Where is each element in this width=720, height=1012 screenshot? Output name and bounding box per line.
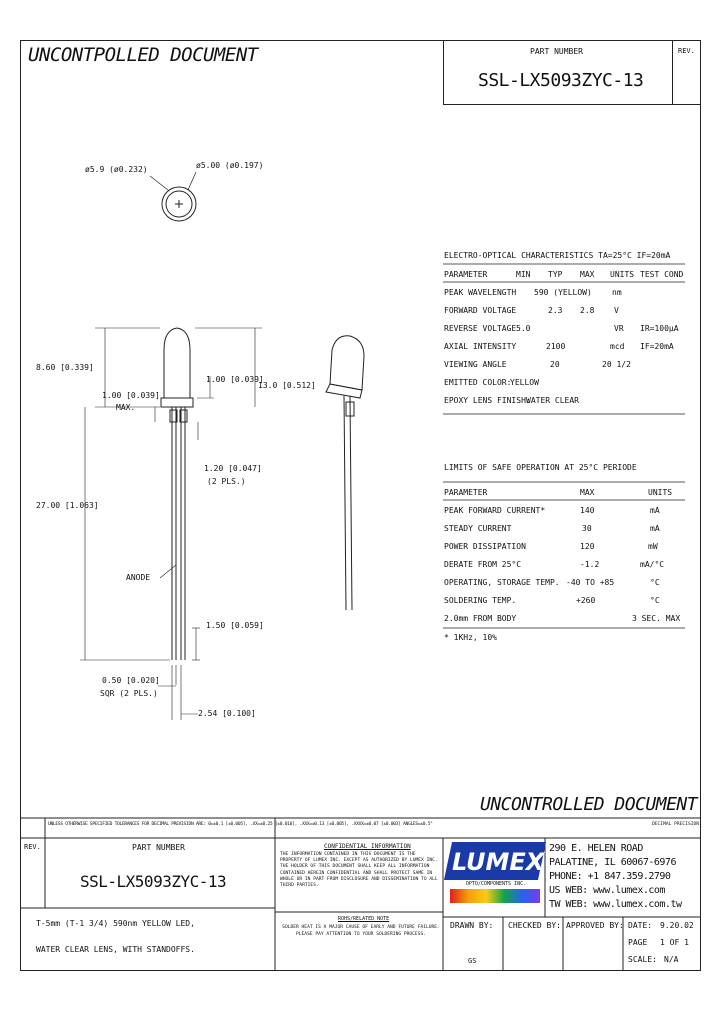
lumex-logo-text: LUMEX [452, 848, 545, 876]
limits-row [442, 592, 682, 610]
limits-cell: 2.0mm FROM BODY [444, 614, 517, 623]
limits-note: * 1KHz, 10% [444, 633, 497, 642]
eo-cell: WATER CLEAR [526, 396, 579, 405]
eo-cell: mcd [610, 342, 625, 351]
limits-cell: mA [650, 506, 660, 515]
part-number-title: SSL-LX5093ZYC-13 [478, 70, 644, 91]
eo-row [442, 284, 682, 302]
eo-title: ELECTRO-OPTICAL CHARACTERISTICS TA=25°C IF=20mA [444, 251, 671, 260]
date-label: DATE: [628, 921, 653, 930]
us-web: US WEB: www.lumex.com [549, 885, 665, 896]
limits-cell: -40 TO +85 [566, 578, 615, 587]
dim-100-max: 1.00 [0.039] [102, 391, 160, 400]
phone: PHONE: +1 847.359.2790 [549, 871, 671, 882]
eo-cell: 5.0 [516, 324, 531, 333]
eo-cell: YELLOW [510, 378, 539, 387]
dim-050: 0.50 [0.020] [102, 676, 160, 685]
dim-150: 1.50 [0.059] [206, 621, 264, 630]
limits-cell: -1.2 [580, 560, 600, 569]
confidential-text: THE INFORMATION CONTAINED IN THIS DOCUMENT IS THE PROPERTY OF LUMEX INC. EXCEPT AS AUTHORIZED BY LUMEX INC. THE HOLDER OF THIS DOCUMENT SHALL KEEP ALL INFORMATION CONTAINED HEREIN CONFIDENTIAL AND SHALL PROTECT SAME IN WHOLE OR IN PART FROM DISCLOSURE AND DISSEMINATION TO ALL THIRD PARTIES. [280, 852, 438, 889]
limits-cell: +260 [576, 596, 596, 605]
limits-cell: °C [650, 596, 660, 605]
eo-row [442, 338, 682, 356]
eo-row [442, 356, 682, 374]
eo-h-test: TEST COND [640, 270, 684, 279]
tolerance-note: UNLESS OTHERWISE SPECIFIED TOLERANCES FOR DECIMAL PREVISION ARE: 0=±0.1 [±0.005], .XX=±0.25 [±0.010], .XXX=±0.13 [±0.005], .XXXX=±0.07 [±0.003] ANGLES=±0.5° [48, 822, 433, 827]
approved-by-label: APPROVED BY: [566, 921, 624, 930]
limits-row [442, 538, 682, 556]
confidential-title: CONFIDENTIAL INFORMATION [324, 843, 411, 850]
eo-cell: 2.3 [548, 306, 563, 315]
limits-h-units: UNITS [648, 488, 673, 497]
eo-h-param: PARAMETER [444, 270, 488, 279]
address-line-1: 290 E. HELEN ROAD [549, 843, 643, 854]
limits-cell: mA/°C [640, 560, 665, 569]
limits-cell: mW [648, 542, 658, 551]
eo-h-units: UNITS [610, 270, 635, 279]
limits-cell: STEADY CURRENT [444, 524, 512, 533]
uncontrolled-stamp-top: UNCONTPOLLED DOCUMENT [28, 44, 258, 66]
tw-web: TW WEB: www.lumex.com.tw [549, 899, 682, 910]
limits-row [442, 574, 682, 592]
top-view-outer-dim: ø5.9 (ø0.232) [85, 165, 148, 174]
footer-rev-label: REV. [24, 843, 41, 851]
eo-cell: 2100 [546, 342, 566, 351]
dim-254: 2.54 [0.100] [198, 709, 256, 718]
limits-cell: POWER DISSIPATION [444, 542, 526, 551]
dim-100-top: 1.00 [0.039] [206, 375, 264, 384]
footer-part-number: SSL-LX5093ZYC-13 [80, 872, 227, 891]
eo-cell: PEAK WAVELENGTH [444, 288, 517, 297]
eo-cell: nm [612, 288, 622, 297]
eo-cell: 20 [550, 360, 560, 369]
eo-row [442, 392, 682, 410]
dim-sqr: SQR (2 PLS.) [100, 689, 158, 698]
scale-value: N/A [664, 955, 679, 964]
limits-cell: SOLDERING TEMP. [444, 596, 517, 605]
limits-cell: OPERATING, STORAGE TEMP. [444, 578, 560, 587]
lumex-logo-subtitle: OPTO/COMPONENTS INC. [465, 881, 527, 887]
limits-cell: 3 SEC. MAX [632, 614, 681, 623]
description-line-2: WATER CLEAR LENS, WITH STANDOFFS. [36, 945, 195, 954]
lumex-logo [448, 842, 545, 906]
eo-h-max: MAX [580, 270, 595, 279]
limits-cell: mA [650, 524, 660, 533]
limits-row [442, 556, 682, 574]
limits-row [442, 502, 682, 520]
address-line-2: PALATINE, IL 60067-6976 [549, 857, 676, 868]
drawn-by-value: GS [468, 957, 477, 965]
eo-cell: 590 (YELLOW) [534, 288, 592, 297]
eo-row [442, 374, 682, 392]
part-number-label: PART NUMBER [530, 47, 583, 56]
checked-by-label: CHECKED BY: [508, 921, 561, 930]
dim-860: 8.60 [0.339] [36, 363, 94, 372]
limits-row [442, 610, 682, 628]
rohs-title: ROHS/RELATED NOTE [338, 916, 390, 922]
drawn-by-label: DRAWN BY: [450, 921, 494, 930]
limits-h-max: MAX [580, 488, 595, 497]
top-view-inner-dim: ø5.00 (ø0.197) [196, 161, 264, 170]
rohs-text: SOLDER HEAT IS A MAJOR CAUSE OF EARLY AND FUTURE FAILURE. PLEASE PAY ATTENTION TO YOUR SOLDERING PROCESS. [282, 925, 440, 937]
limits-title: LIMITS OF SAFE OPERATION AT 25°C PERIODE [444, 463, 637, 472]
scale-label: SCALE: [628, 955, 657, 964]
eo-cell: FORWARD VOLTAGE [444, 306, 517, 315]
eo-cell: VR [614, 324, 624, 333]
eo-cell: AXIAL INTENSITY [444, 342, 517, 351]
eo-cell: V [614, 306, 619, 315]
date-value: 9.20.02 [660, 921, 694, 930]
limits-cell: DERATE FROM 25°C [444, 560, 522, 569]
eo-cell: 2.8 [580, 306, 595, 315]
limits-cell: 30 [582, 524, 592, 533]
dim-max-label: MAX. [116, 403, 136, 412]
eo-cell: REVERSE VOLTAGE [444, 324, 517, 333]
eo-cell: IR=100µA [640, 324, 679, 333]
limits-cell: 140 [580, 506, 595, 515]
dim-2700: 27.00 [1.063] [36, 501, 99, 510]
description-line-1: T-5mm (T-1 3/4) 590nm YELLOW LED, [36, 919, 195, 928]
uncontrolled-stamp-bottom: UNCONTROLLED DOCUMENT [480, 794, 698, 815]
eo-cell: IF=20mA [640, 342, 674, 351]
eo-row [442, 320, 682, 338]
eo-cell: EMITTED COLOR: [444, 378, 512, 387]
eo-h-min: MIN [516, 270, 531, 279]
dim-2-pls: (2 PLS.) [207, 477, 246, 486]
limits-cell: °C [650, 578, 660, 587]
eo-h-typ: TYP [548, 270, 563, 279]
eo-row [442, 302, 682, 320]
limits-cell: 120 [580, 542, 595, 551]
led-flange-front [161, 398, 193, 407]
led-lens-side [330, 336, 364, 390]
limits-cell: PEAK FORWARD CURRENT* [444, 506, 546, 515]
limits-h-param: PARAMETER [444, 488, 488, 497]
anode-label: ANODE [126, 573, 151, 582]
eo-cell: VIEWING ANGLE [444, 360, 507, 369]
eo-header-row [442, 266, 682, 284]
limits-row [442, 520, 682, 538]
page-value: 1 OF 1 [660, 938, 689, 947]
eo-cell: EPOXY LENS FINISH: [444, 396, 531, 405]
limits-header-row [442, 484, 682, 502]
page-label: PAGE [628, 938, 648, 947]
lumex-spectrum-bar [450, 889, 540, 903]
eo-cell: 2θ 1/2 [602, 360, 631, 369]
dim-130: 13.0 [0.512] [258, 381, 316, 390]
footer-part-number-label: PART NUMBER [132, 843, 185, 852]
decimal-note: DECIMAL PRECISION [652, 822, 700, 827]
rev-label: REV. [678, 47, 695, 55]
dim-120: 1.20 [0.047] [204, 464, 262, 473]
led-lens-front [164, 328, 190, 398]
